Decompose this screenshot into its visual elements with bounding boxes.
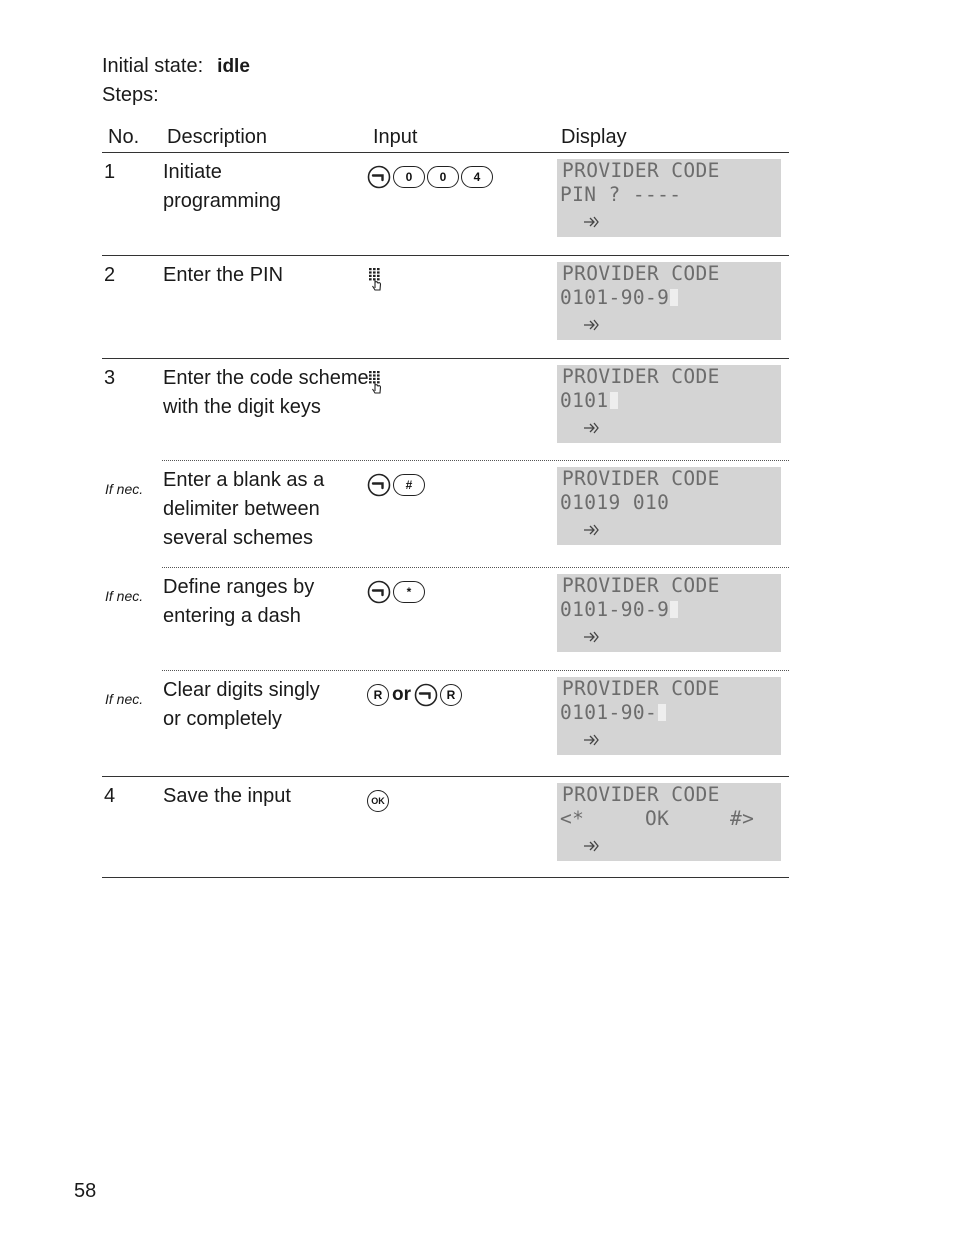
step-input — [367, 371, 385, 395]
row-separator — [162, 567, 789, 568]
description-line: Initiate — [163, 161, 222, 183]
lcd-display — [557, 159, 781, 237]
ok-key-button[interactable]: OK — [367, 790, 389, 812]
row-separator — [102, 358, 789, 359]
step-number: 3 — [104, 367, 116, 389]
lcd-display — [557, 262, 781, 340]
row-separator — [162, 670, 789, 671]
lcd-display — [557, 783, 781, 861]
initial-state-line — [102, 54, 250, 79]
description-line: Enter the code scheme — [163, 367, 369, 389]
menu-arrow-icon — [583, 629, 599, 645]
keypad-icon — [367, 267, 385, 293]
step-description — [163, 782, 291, 811]
step-number: 1 — [104, 161, 116, 183]
column-header-no: No. — [108, 126, 140, 148]
menu-arrow-icon — [583, 420, 599, 436]
off-hook-key-icon[interactable] — [367, 580, 391, 604]
steps-label: Steps: — [102, 84, 159, 106]
menu-arrow-icon — [583, 214, 599, 230]
description-line: Define ranges by — [163, 576, 315, 598]
display-cursor — [610, 392, 618, 409]
lcd-display — [557, 677, 781, 755]
description-line: Enter the PIN — [163, 264, 284, 286]
star-key-button[interactable]: * — [393, 581, 425, 603]
display-cursor — [670, 289, 678, 306]
display-line-1: PROVIDER CODE — [562, 467, 720, 490]
display-line-1: PROVIDER CODE — [562, 677, 720, 700]
description-line: Save the input — [163, 785, 291, 807]
row-separator — [102, 877, 789, 878]
display-line-2: 0101-90- — [560, 701, 658, 724]
description-line: delimiter between — [163, 498, 320, 520]
or-text: or — [392, 684, 411, 705]
step-input — [367, 473, 425, 497]
initial-state-label: Initial state: — [102, 55, 204, 77]
description-line: several schemes — [163, 527, 314, 549]
row-separator — [102, 776, 789, 777]
page-number: 58 — [74, 1180, 97, 1202]
initial-state-value: idle — [217, 56, 250, 77]
r-key-button[interactable]: R — [367, 684, 389, 706]
display-line-2: 0101-90-9 — [560, 598, 670, 621]
display-line-2-wrap — [560, 183, 681, 206]
display-line-2-wrap — [560, 389, 618, 412]
r-key-button[interactable]: R — [440, 684, 462, 706]
step-description — [163, 261, 283, 290]
off-hook-key-icon[interactable] — [367, 473, 391, 497]
step-description — [163, 466, 324, 553]
lcd-display — [557, 574, 781, 652]
step-number: If nec. — [105, 691, 144, 707]
display-line-2: 01019 010 — [560, 491, 670, 514]
step-input — [367, 683, 462, 707]
display-line-2: 0101 — [560, 389, 609, 412]
step-description — [163, 573, 314, 631]
description-line: or completely — [163, 708, 282, 730]
display-line-2: <* OK #> — [560, 807, 755, 830]
display-line-1: PROVIDER CODE — [562, 262, 720, 285]
display-cursor — [658, 704, 666, 721]
display-line-2-wrap — [560, 286, 678, 309]
row-separator — [162, 460, 789, 461]
display-cursor — [670, 601, 678, 618]
display-line-2-wrap — [560, 598, 678, 621]
display-line-1: PROVIDER CODE — [562, 365, 720, 388]
step-input — [367, 165, 493, 189]
row-separator — [102, 152, 789, 153]
display-line-1: PROVIDER CODE — [562, 783, 720, 806]
display-line-2-wrap — [560, 807, 754, 830]
description-line: Enter a blank as a — [163, 469, 325, 491]
display-line-2: 0101-90-9 — [560, 286, 670, 309]
menu-arrow-icon — [583, 732, 599, 748]
menu-arrow-icon — [583, 522, 599, 538]
lcd-display — [557, 365, 781, 443]
key-4-button[interactable]: 4 — [461, 166, 493, 188]
description-line: Clear digits singly — [163, 679, 320, 701]
description-line: entering a dash — [163, 605, 301, 627]
step-number: If nec. — [105, 588, 144, 604]
description-line: programming — [163, 190, 281, 212]
lcd-display — [557, 467, 781, 545]
step-description — [163, 364, 369, 422]
step-input — [367, 580, 425, 604]
display-line-2-wrap — [560, 701, 666, 724]
step-description — [163, 676, 320, 734]
column-header-input: Input — [373, 126, 418, 148]
step-number: If nec. — [105, 481, 144, 497]
step-number: 2 — [104, 264, 116, 286]
display-line-2-wrap — [560, 491, 669, 514]
keypad-icon — [367, 370, 385, 396]
off-hook-key-icon[interactable] — [414, 683, 438, 707]
display-line-1: PROVIDER CODE — [562, 159, 720, 182]
step-description — [163, 158, 281, 216]
hash-key-button[interactable]: # — [393, 474, 425, 496]
menu-arrow-icon — [583, 317, 599, 333]
column-header-description: Description — [167, 126, 268, 148]
key-0-button[interactable]: 0 — [393, 166, 425, 188]
step-input — [367, 268, 385, 292]
key-0-button[interactable]: 0 — [427, 166, 459, 188]
step-input — [367, 789, 389, 813]
row-separator — [102, 255, 789, 256]
menu-arrow-icon — [583, 838, 599, 854]
description-line: with the digit keys — [163, 396, 321, 418]
display-line-1: PROVIDER CODE — [562, 574, 720, 597]
display-line-2: PIN ? ---- — [560, 183, 682, 206]
off-hook-key-icon[interactable] — [367, 165, 391, 189]
step-number: 4 — [104, 785, 116, 807]
column-header-display: Display — [561, 126, 627, 148]
